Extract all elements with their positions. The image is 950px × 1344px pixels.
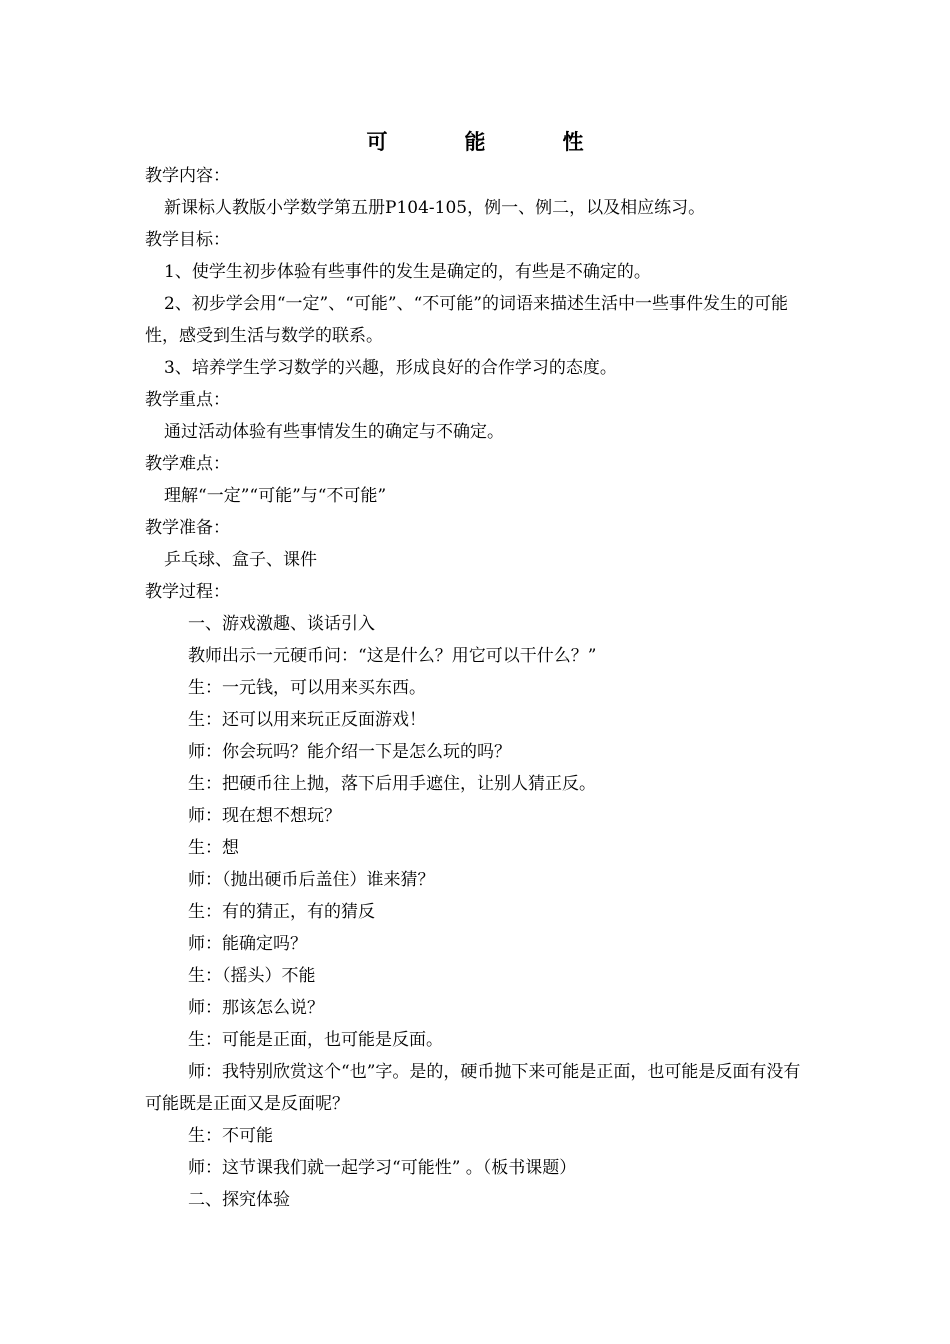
dialogue-line: 生：不可能 (188, 1126, 273, 1146)
dialogue-line: 生：还可以用来玩正反面游戏！ (188, 710, 426, 730)
paragraph: 乒乓球、盒子、课件 (164, 550, 317, 570)
dialogue-line: 师：现在想不想玩？ (188, 806, 341, 826)
heading-key-points: 教学重点： (145, 390, 230, 410)
heading-teaching-goals: 教学目标： (145, 230, 230, 250)
dialogue-line: 教师出示一元硬币问：“这是什么？用它可以干什么？” (188, 646, 597, 666)
dialogue-line: 师：（抛出硬币后盖住）谁来猜？ (188, 870, 435, 890)
section-heading: 二、探究体验 (188, 1190, 290, 1210)
document-title: 可 能 性 (366, 130, 612, 154)
heading-process: 教学过程： (145, 582, 230, 602)
dialogue-line: 生：有的猜正，有的猜反 (188, 902, 375, 922)
dialogue-line: 师：那该怎么说？ (188, 998, 324, 1018)
document-body (145, 160, 807, 1216)
section-heading: 一、游戏激趣、谈话引入 (188, 614, 375, 634)
paragraph: 新课标人教版小学数学第五册P104-105，例一、例二，以及相应练习。 (164, 198, 706, 218)
dialogue-line: 生：一元钱，可以用来买东西。 (188, 678, 426, 698)
heading-difficulties: 教学难点： (145, 454, 230, 474)
dialogue-line: 师：能确定吗？ (188, 934, 307, 954)
heading-preparation: 教学准备： (145, 518, 230, 538)
paragraph: 理解“一定”“可能”与“不可能” (164, 486, 387, 506)
goal-item: 2、初步学会用“一定”、“可能”、“不可能”的词语来描述生活中一些事件发生的可能性，感受到生活与数学的联系。 (145, 294, 788, 346)
goal-item: 1、使学生初步体验有些事件的发生是确定的，有些是不确定的。 (164, 262, 651, 282)
dialogue-line: 生：可能是正面，也可能是反面。 (188, 1030, 443, 1050)
dialogue-line: 生：想 (188, 838, 239, 858)
dialogue-line: 师：你会玩吗？能介绍一下是怎么玩的吗？ (188, 742, 511, 762)
paragraph: 通过活动体验有些事情发生的确定与不确定。 (164, 422, 504, 442)
goal-item: 3、培养学生学习数学的兴趣，形成良好的合作学习的态度。 (164, 358, 617, 378)
dialogue-line: 生：把硬币往上抛，落下后用手遮住，让别人猜正反。 (188, 774, 596, 794)
dialogue-line: 师：我特别欣赏这个“也”字。是的，硬币抛下来可能是正面，也可能是反面有没有可能既是正面又是反面呢？ (145, 1062, 801, 1114)
dialogue-line: 师：这节课我们就一起学习“可能性” 。（板书课题） (188, 1158, 577, 1178)
dialogue-line: 生：（摇头）不能 (188, 966, 316, 986)
heading-teaching-content: 教学内容： (145, 166, 230, 186)
